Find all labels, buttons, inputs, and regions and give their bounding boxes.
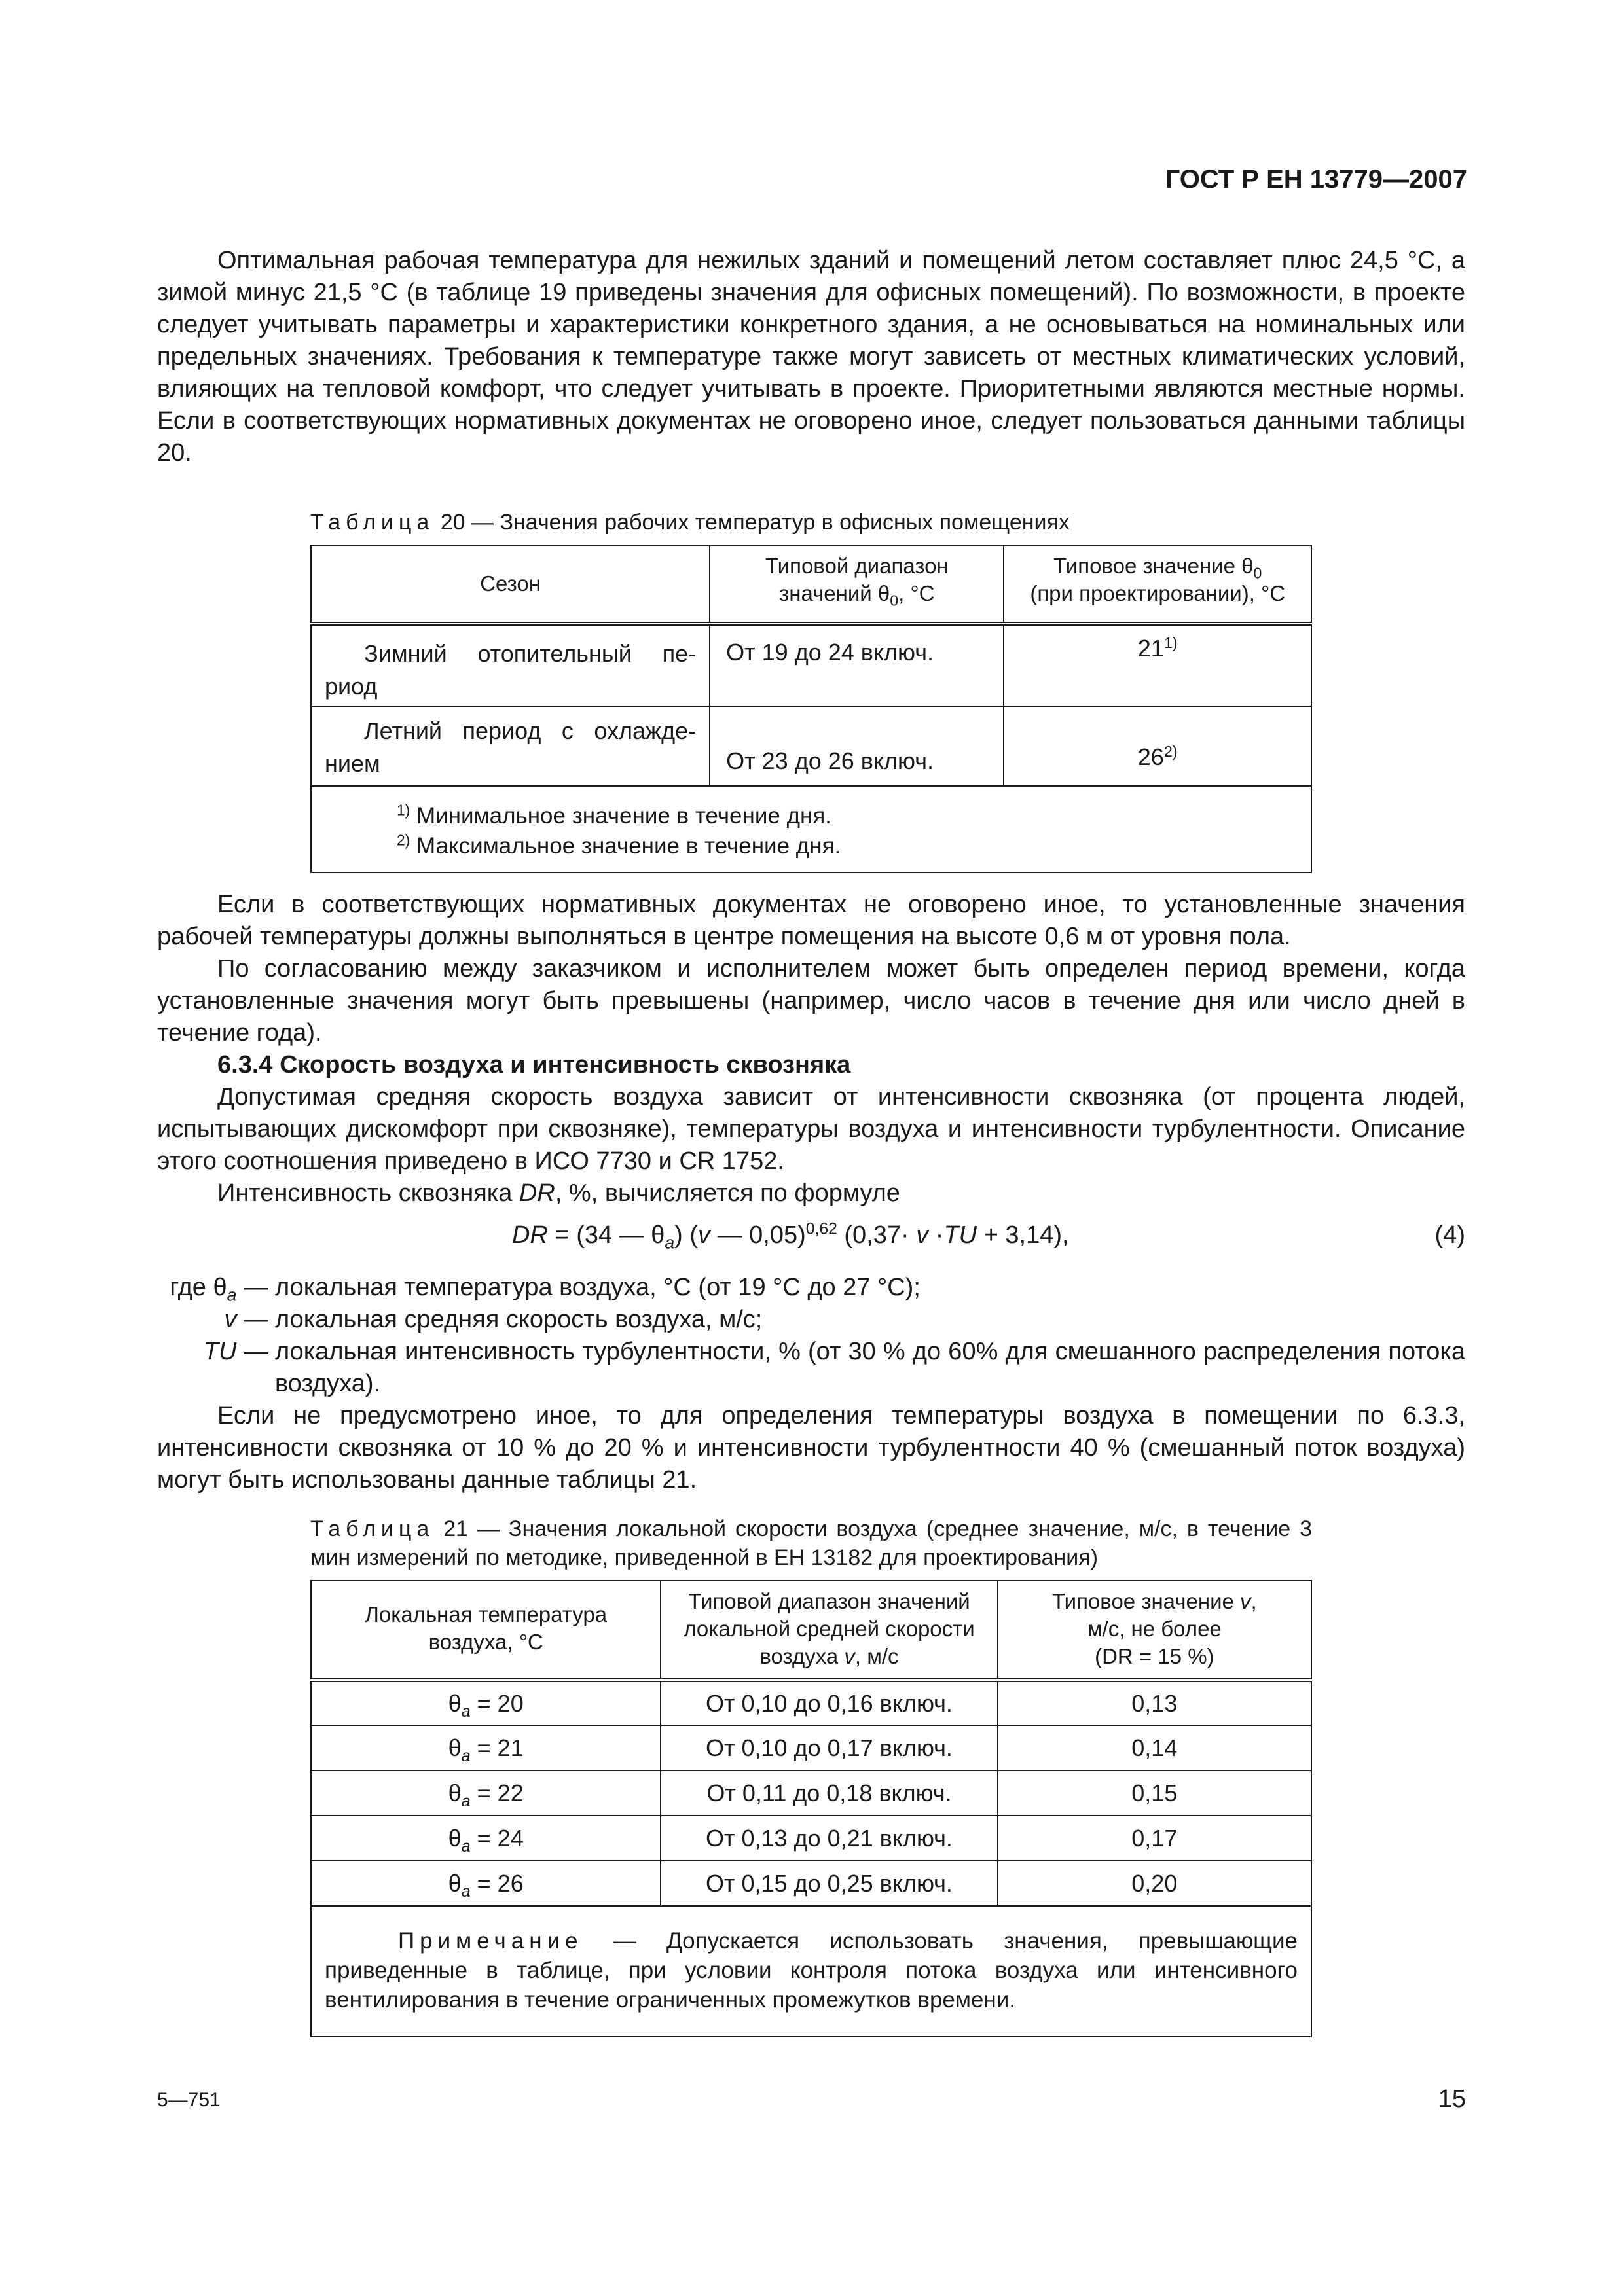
section-heading-6-3-4: 6.3.4 Скорость воздуха и интенсивность сквозняка	[217, 1051, 851, 1079]
subscript: a	[665, 1232, 675, 1253]
footnote-text: Максимальное значение в течение дня.	[410, 833, 841, 859]
cell-text: = 24	[470, 1824, 524, 1852]
variable-v: v	[844, 1644, 855, 1668]
cell-text: = 21	[470, 1734, 524, 1761]
cell-text: Зимний отопительный пе-	[364, 640, 697, 667]
subscript: 0	[890, 592, 899, 609]
table-20-range-cell	[710, 706, 1004, 786]
table-21-range-cell	[661, 1680, 997, 1725]
cell-text: Летний период с охлажде-	[364, 717, 697, 744]
cell-text: От 0,11 до 0,18 включ.	[706, 1779, 952, 1806]
cell-text: нием	[325, 750, 380, 777]
footnote-text: Минимальное значение в течение дня.	[410, 803, 832, 829]
subscript: a	[227, 1285, 237, 1305]
footnote-mark: 2)	[397, 831, 410, 849]
footnote-mark: 2)	[1163, 743, 1178, 760]
formula-4	[512, 1220, 1069, 1253]
header-text: ,	[1250, 1589, 1257, 1613]
formula-part: = (34 — θ	[547, 1221, 665, 1249]
symbol: TU	[203, 1338, 237, 1365]
variable-tu: TU	[943, 1221, 977, 1249]
table-21-range-cell	[661, 1725, 997, 1770]
table-21-temp-cell	[311, 1861, 661, 1906]
cell-text: От 0,10 до 0,16 включ.	[706, 1689, 953, 1717]
subscript: a	[461, 1746, 471, 1765]
formula-intro	[217, 1177, 900, 1210]
header-text: воздуха	[759, 1644, 845, 1668]
theta-symbol: θ	[448, 1689, 462, 1717]
table-21-caption-label: Таблица	[310, 1516, 435, 1541]
formula-part: + 3,14),	[977, 1221, 1069, 1249]
where-label: где	[170, 1274, 206, 1301]
cell-text: 0,20	[1131, 1869, 1178, 1897]
variable-v: v	[916, 1221, 929, 1249]
formula-part: (0,37·	[837, 1221, 917, 1249]
header-text: Локальная температура	[365, 1602, 608, 1626]
header-text: , м/с	[854, 1644, 899, 1668]
table-21-typical-cell	[998, 1770, 1311, 1816]
cell-text: = 20	[470, 1689, 524, 1717]
cell-text: 0,13	[1131, 1689, 1178, 1717]
table-row	[311, 1770, 1311, 1816]
table-20-caption-text: 20 — Значения рабочих температур в офисных помещениях	[440, 510, 1070, 535]
cell-text: От 0,15 до 0,25 включ.	[706, 1869, 953, 1897]
table-20-caption	[310, 508, 1312, 537]
table-21-typical-cell	[998, 1816, 1311, 1861]
theta-symbol: θ	[448, 1869, 462, 1897]
definition-text: локальная температура воздуха, °С (от 19 °С до 27 °С);	[275, 1274, 921, 1301]
table-21-typical-cell	[998, 1725, 1311, 1770]
variable-v: v	[698, 1221, 711, 1249]
table-21-header-row	[311, 1581, 1311, 1680]
table-21-header-range	[661, 1581, 997, 1680]
cell-text: 0,15	[1131, 1779, 1178, 1806]
header-text: значений θ	[779, 581, 890, 605]
table-21-range-cell	[661, 1861, 997, 1906]
table-21-caption-text: 21 — Значения локальной скорости воздуха (среднее значение, м/с, в течение 3 мин измерений по методике, приведенной в ЕН 13182 для проектирования)	[310, 1516, 1312, 1570]
table-20-header-range	[710, 545, 1004, 624]
variable-dr: DR	[512, 1221, 548, 1249]
dash: —	[236, 1306, 268, 1333]
table-21-caption	[310, 1515, 1312, 1572]
subscript: a	[461, 1882, 471, 1901]
header-text: локальной средней скорости	[684, 1617, 975, 1641]
cell-text: От 0,10 до 0,17 включ.	[706, 1734, 953, 1761]
cell-text: 21	[1137, 635, 1164, 662]
header-text: (при проектировании), °С	[1030, 581, 1286, 605]
table-21-body	[311, 1680, 1311, 1906]
formula-number: (4)	[1434, 1221, 1465, 1249]
theta-symbol: θ	[448, 1824, 462, 1852]
note-text: — Допускается использовать значения, превышающие приведенные в таблице, при условии контроля потока воздуха или интенсивного вентилирования в течение ограниченных промежутков времени.	[325, 1928, 1298, 2013]
intro-paragraph: Оптимальная рабочая температура для нежилых зданий и помещений летом составляет плюс 24,5 °С, а зимой минус 21,5 °С (в таблице 19 приведены значения для офисных помещений). По возможности, в проекте следует учитывать параметры и характеристики конкретного здания, а не основываться на номинальных или предельных значениях. Требования к температуре также могут зависеть от местных климатических условий, влияющих на тепловой комфорт, что следует учитывать в проекте. Приоритетными являются местные нормы. Если в соответствующих нормативных документах не оговорено иное, следует пользоваться данными таблицы 20.	[157, 247, 1465, 467]
table-20-footnotes-row	[311, 786, 1311, 872]
cell-text: = 26	[470, 1869, 524, 1897]
subscript: 0	[1253, 564, 1262, 582]
paragraph-exceedance-period: По согласованию между заказчиком и исполнителем может быть определен период времени, когда установленные значения могут быть превышены (например, число часов в течение дня или число дней в течение года).	[157, 955, 1465, 1047]
formula-part: ·	[928, 1221, 944, 1249]
formula-part: — 0,05)	[710, 1221, 806, 1249]
cell-text: От 23 до 26 включ.	[726, 747, 934, 774]
table-20-range-cell	[710, 624, 1004, 706]
table-21-range-cell	[661, 1770, 997, 1816]
definition-text: локальная интенсивность турбулентности, % (от 30 % до 60% для смешанного распределения потока воздуха).	[275, 1338, 1465, 1397]
table-20-header-typical	[1004, 545, 1311, 624]
table-row	[311, 1680, 1311, 1725]
table-row	[311, 706, 1311, 786]
paragraph-measurement-location: Если в соответствующих нормативных документах не оговорено иное, то установленные значения рабочей температуры должны выполняться в центре помещения на высоте 0,6 м от уровня пола.	[157, 891, 1465, 950]
header-text: м/с, не более	[1087, 1617, 1222, 1641]
table-21-temp-cell	[311, 1770, 661, 1816]
header-text: Типовое значение θ	[1053, 554, 1254, 578]
variable-v: v	[1240, 1589, 1251, 1613]
table-20-header-season	[311, 545, 710, 624]
table-21	[310, 1580, 1312, 2037]
paragraph-table-21-reference: Если не предусмотрено иное, то для определения температуры воздуха в помещении по 6.3.3, интенсивности сквозняка от 10 % до 20 % и интенсивности турбулентности 40 % (смешанный поток воздуха) могут быть использованы данные таблицы 21.	[157, 1402, 1465, 1494]
cell-text: = 22	[470, 1779, 524, 1806]
footnote	[397, 801, 1311, 831]
table-20-typical-cell	[1004, 624, 1311, 706]
cell-text: риод	[325, 673, 378, 700]
table-21-note-row	[311, 1906, 1311, 2037]
table-20-season-cell	[311, 624, 710, 706]
dash: —	[236, 1274, 268, 1301]
table-20	[310, 545, 1312, 873]
footnote	[397, 831, 1311, 861]
table-row	[311, 1816, 1311, 1861]
page-number: 15	[1438, 2085, 1466, 2113]
table-21-temp-cell	[311, 1816, 661, 1861]
theta-symbol: θ	[448, 1734, 462, 1761]
dash: —	[236, 1338, 268, 1365]
header-text: воздуха, °С	[428, 1630, 543, 1654]
note-label: Примечание	[398, 1928, 583, 1954]
header-text: Типовой диапазон значений	[688, 1589, 970, 1613]
text: Интенсивность сквозняка	[217, 1179, 519, 1207]
table-row	[311, 624, 1311, 706]
symbol: v	[224, 1306, 237, 1333]
subscript: a	[461, 1702, 471, 1721]
table-row	[311, 1861, 1311, 1906]
symbol: θ	[213, 1274, 227, 1301]
table-21-header-temp	[311, 1581, 661, 1680]
table-20-season-cell	[311, 706, 710, 786]
table-20-caption-label: Таблица	[310, 510, 435, 535]
cell-text: 0,14	[1131, 1734, 1178, 1761]
table-21-header-typical	[998, 1581, 1311, 1680]
text: , %, вычисляется по формуле	[555, 1179, 900, 1207]
paragraph-air-velocity: Допустимая средняя скорость воздуха зависит от интенсивности сквозняка (от процента людей, испытывающих дискомфорт при сквозняке), температуры воздуха и интенсивности турбулентности. Описание этого соотношения приведено в ИСО 7730 и CR 1752.	[157, 1083, 1465, 1175]
theta-symbol: θ	[448, 1779, 462, 1806]
table-20-footnotes	[311, 786, 1311, 872]
header-text: Типовое значение	[1051, 1589, 1241, 1613]
table-21-temp-cell	[311, 1680, 661, 1725]
table-row	[311, 1725, 1311, 1770]
variable-dr: DR	[519, 1179, 555, 1207]
cell-text: 0,17	[1131, 1824, 1178, 1852]
footnote-mark: 1)	[1163, 634, 1178, 651]
table-20-typical-cell	[1004, 706, 1311, 786]
cell-text: От 0,13 до 0,21 включ.	[706, 1824, 953, 1852]
table-21-typical-cell	[998, 1680, 1311, 1725]
cell-text: От 19 до 24 включ.	[726, 639, 934, 666]
table-20-header-row	[311, 545, 1311, 624]
cell-text: 26	[1137, 744, 1164, 770]
exponent: 0,62	[805, 1220, 837, 1238]
header-text: Сезон	[480, 571, 541, 596]
header-text: (DR = 15 %)	[1095, 1644, 1214, 1668]
table-21-range-cell	[661, 1816, 997, 1861]
table-21-note	[311, 1906, 1311, 2037]
header-text: , °С	[898, 581, 935, 605]
formula-part: ) (	[674, 1221, 699, 1249]
header-text: Типовой диапазон	[765, 554, 949, 578]
footer-sheet-code: 5—751	[157, 2089, 221, 2111]
subscript: a	[461, 1791, 471, 1810]
subscript: a	[461, 1837, 471, 1856]
definition-text: локальная средняя скорость воздуха, м/с;	[275, 1306, 763, 1333]
table-21-typical-cell	[998, 1861, 1311, 1906]
table-21-temp-cell	[311, 1725, 661, 1770]
footnote-mark: 1)	[397, 801, 410, 819]
document-code: ГОСТ Р ЕН 13779—2007	[1165, 165, 1467, 194]
